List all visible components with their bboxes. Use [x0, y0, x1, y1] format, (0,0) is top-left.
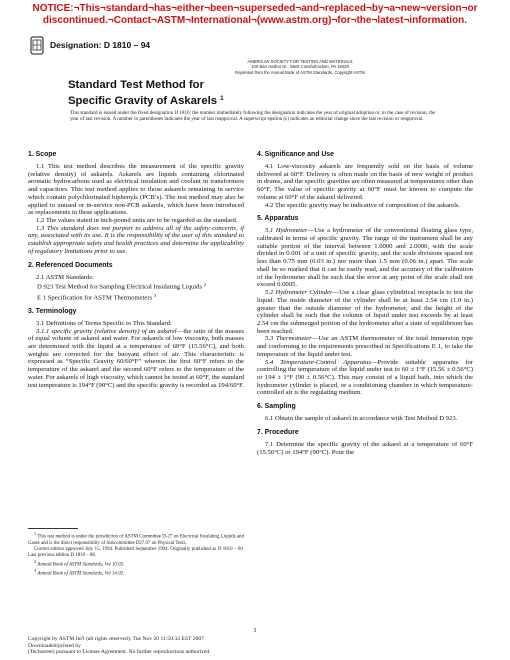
publisher-name: AMERICAN SOCIETY FOR TESTING AND MATERIALS	[247, 59, 353, 64]
footnote-3: $^3$ Annual Book of ASTM Standards, Vol 14.03.	[34, 568, 125, 577]
standard-note: This standard is issued under the fixed designation D 1810; the number immediately following the designation indicates the year of original adoption or, in the case of revision, the year of last revision. A number in parentheses indicates the year of last reapproval. A superscript epsilon (ε) indicates an editorial change since the last revision or reapproval.	[70, 110, 436, 123]
page-number: 1	[253, 627, 257, 634]
paragraph-5-3: 5.3 Thermometer—Use an ASTM thermometer of the total immersion type and conforming to the requirements prescribed in Specifications E 1, to take the temperature of the liquid under test.	[257, 335, 473, 358]
download-line: Downloaded/printed by	[28, 642, 81, 649]
reprint-note: Reprinted from the Annual Book of ASTM Standards. Copyright ASTM	[235, 69, 365, 75]
paragraph-5-2: 5.2 Hydrometer Cylinder—Use a clear glass cylindrical receptacle to test the liquid. The inside diameter of the cylinder shall be at least 2.54 cm (1.0 in.) greater than the outside diameter of the hydrometer, and the height of the cylinder shall be such that the column of liquid under test exceeds by at least 2.54 cm the submerged portion of the hydrometer after a state of equilibrium has been reached.	[257, 289, 473, 335]
copyright-footer	[28, 636, 328, 656]
section-heading-terminology: 3. Terminology	[28, 307, 77, 315]
footnote-1b: Current edition approved July 15, 1994. Published September 1994. Originally published as D 1810 – 60. Last previous edition D 1810 – 88.	[28, 546, 244, 558]
paragraph-4-1: 4.1 Low-viscosity askarels are frequently sold on the basis of volume delivered at 60°F. Delivery is often made on the basis of new weight of product in drums, and the specific gravities are often measured at temperatures other than 60°F. The value of specific gravity at 60°F must be known to compute the volume at 60°F of the askarel delivered.	[257, 163, 473, 201]
section-heading-significance: 4. Significance and Use	[257, 151, 334, 158]
paragraph-3-1: 3.1 Definitions of Terms Specific to This Standard:	[36, 319, 172, 327]
title-line-1: Standard Test Method for	[68, 79, 204, 91]
section-heading-referenced-documents: 2. Referenced Documents	[28, 261, 113, 269]
paragraph-1-2: 1.2 The values stated in inch-pound units are to be regarded as the standard.	[36, 217, 238, 225]
paragraph-7-1: 7.1 Determine the specific gravity of the askarel at a temperature of 60°F (15.56°C) or 194°F (90°C). Pour the	[257, 440, 473, 456]
title-line-2: Specific Gravity of Askarels $^1$	[68, 95, 224, 107]
footnote-1a: $^1$ This test method is under the jurisdiction of ASTM Committee D-27 on Electrical Insulating Liquids and Gases and is the direct responsibility of Subcommittee D27.07 on Physical Tests.	[28, 531, 244, 546]
footnotes	[28, 531, 244, 578]
paragraph-4-2: 4.2 The specific gravity may be indicative of composition of the askarels.	[265, 201, 461, 209]
paragraph-6-1: 6.1 Obtain the sample of askarel in accordance with Test Method D 923.	[265, 415, 458, 423]
footnote-divider	[28, 528, 78, 529]
footnote-2: $^2$ Annual Book of ASTM Standards, Vol 10.03.	[34, 558, 125, 568]
publisher-street: 100 Barr Harbor Dr., West Conshohocken, PA 19428	[251, 64, 349, 70]
paragraph-2-1: 2.1 ASTM Standards:	[36, 273, 94, 281]
license-line: (Techstreet) pursuant to License Agreement. No further reproductions authorized.	[28, 649, 211, 656]
section-heading-scope: 1. Scope	[28, 151, 57, 158]
left-column	[28, 151, 244, 389]
notice-banner	[0, 3, 510, 27]
right-column	[257, 151, 473, 456]
notice-line-1: NOTICE:¬This¬standard¬has¬either¬been¬superseded¬and¬replaced¬by¬a¬new¬version¬or	[32, 3, 478, 14]
paragraph-1-1: 1.1 This test method describes the measurement of the specific gravity (relative density) of askarels. Askarels are liquids containing chlorinated aromatic hydrocarbons used as electrical insulation and coolant in transformers and capacitors. This test method applies to those askarels remaining in service which contain polychlorinated biphenyls (PCB’s). The test method may also be applied to unused or in-service non-PCB askarels, which have been introduced as replacements in these applications.	[28, 163, 244, 217]
title-footnote-marker: 1	[220, 95, 224, 102]
paragraph-3-1-1: 3.1.1 specific gravity (relative density) of an askarel—the ratio of the masses of equal volume of askarel and water. For askarels of low viscosity, both masses are determined with the liquid at a temperature of 60°F (15.56°C), and both weights are corrected for the buoyant effect of air. This characteristic is expressed as “Specific Gravity 60/60°F” wherein the first 60°F refers to the temperature of the askarel and the second 60°F refers to the temperature of the water. For askarels of high viscosity, which cannot be tested at 60°F, the standard test temperature is 194°F (90°C) and the specific gravity is recorded as 194/60°F.	[28, 327, 245, 389]
paragraph-5-1: 5.1 Hydrometer—Use a hydrometer of the conventional floating glass type, calibrated in terms of specific gravity. The range of the instrument shall be any suitable portion of the interval between 1.0000 and 2.0000, with the scale divided in 0.001 of a unit of specific gravity, and the scale divisions spaced not less than 0.75 mm (0.03 in.) nor more than 1.5 mm (0.06 in.) apart. The scale shall be so marked that it can be easily read, and the accuracy of the calibration of the hydrometer shall be such that the error at any point of the scale shall not exceed 0.0005.	[257, 227, 473, 289]
paragraph-1-3: 1.3 This standard does not purport to address all of the safety concerns, if any, associated with its use. It is the responsibility of the user of this standard to establish appropriate safety and health practices and determine the applicability of regulatory limitations prior to use.	[28, 224, 244, 255]
copyright-line: Copyright by ASTM Int'l (all rights reserved); Tue Nov 20 11:50:32 EST 2007	[28, 636, 204, 642]
publisher-address	[200, 59, 400, 75]
section-heading-apparatus: 5. Apparatus	[257, 215, 299, 223]
reference-e1: E 1 Specification for ASTM Thermometers $^3$	[37, 292, 156, 302]
astm-logo-icon	[30, 36, 44, 56]
document-title	[68, 79, 224, 108]
notice-line-2: discontinued.¬Contact¬ASTM¬International¬(www.astm.org)¬for¬the¬latest¬information.	[42, 15, 468, 26]
section-heading-sampling: 6. Sampling	[257, 403, 296, 411]
reference-d923: D 923 Test Method for Sampling Electrical Insulating Liquids $^2$	[37, 282, 206, 291]
designation: Designation: D 1810 – 94	[50, 40, 151, 50]
paragraph-5-4: 5.4 Temperature-Control Apparatus—Provide suitable apparatus for controlling the temperature of the liquid under test to 60 ± 1°F (15.56 ± 0.56°C) or 194 ± 1°F (90 ± 0.56°C). This may consist of a liquid bath, into which the hydrometer cylinder is placed, or a conditioning chamber in which temperature-controlled air is the regulating medium.	[257, 358, 474, 397]
section-heading-procedure: 7. Procedure	[257, 428, 299, 436]
